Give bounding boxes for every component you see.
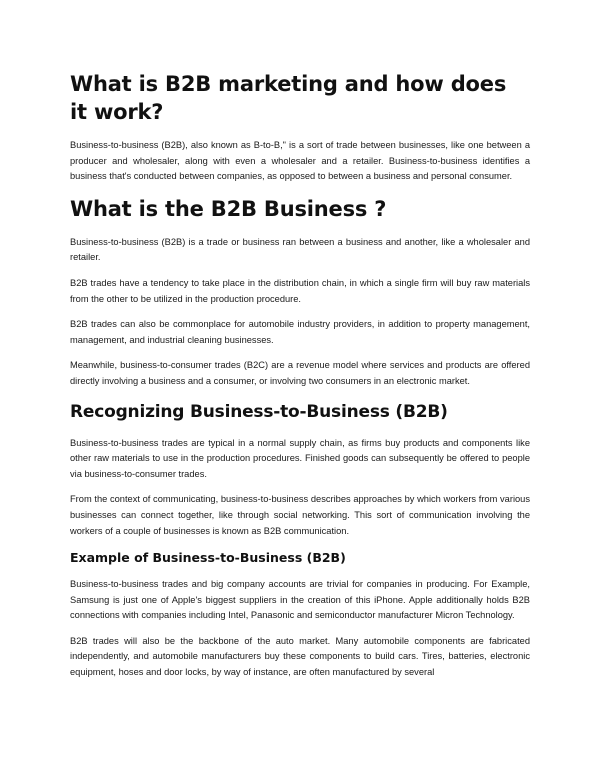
heading-example-of-b2b: Example of Business-to-Business (B2B) [70,550,346,566]
paragraph-b2b-communication: From the context of communicating, business-to-business describes approaches by which workers from various businesses can connect together, like through social networking. This sort of communication involving the workers of a couple of businesses is known as B2B communication. [70,494,530,536]
paragraph-distribution-chain: B2B trades have a tendency to take place in the distribution chain, in which a single firm will buy raw materials from the other to be utilized in the production procedure. [70,277,530,304]
heading-what-is-b2b-marketing: What is B2B marketing and how does it work? [70,72,507,124]
heading-recognizing-b2b: Recognizing Business-to-Business (B2B) [70,401,448,422]
paragraph-b2b-definition: Business-to-business (B2B), also known as B-to-B," is a sort of trade between businesses, like one between a producer and wholesaler, along with even a wholesaler and a retailer. Business-to-business identifies a business that's conducted between companies, as opposed to between a business and personal consumer. [70,140,530,182]
paragraph-b2b-trade: Business-to-business (B2B) is a trade or business ran between a business and another, like a wholesaler and retailer. [70,236,530,263]
paragraph-b2c-model: Meanwhile, business-to-consumer trades (B2C) are a revenue model where services and products are offered directly involving a business and a consumer, or involving two consumers in an electronic market. [70,360,530,386]
paragraph-auto-market: B2B trades will also be the backbone of the auto market. Many automobile components are fabricated independently, and automobile manufacturers buy these components to build cars. Tires, batteries, electronic equipment, hoses and door locks, by way of instance, are often manufactured by several [70,635,530,678]
paragraph-supply-chain: Business-to-business trades are typical in a normal supply chain, as firms buy products and components like other raw materials to use in the production procedures. Finished goods can subsequently be offered to people via business-to-consumer trades. [70,437,530,479]
heading-what-is-b2b-business: What is the B2B Business ? [70,196,387,221]
paragraph-automobile-providers: B2B trades can also be commonplace for automobile industry providers, in addition to property management, management, and industrial cleaning businesses. [70,319,530,345]
paragraph-samsung-apple-example: Business-to-business trades and big company accounts are trivial for companies in producing. For Example, Samsung is just one of Apple's biggest suppliers in the creation of this iPhone. Apple additionally holds B2B connections with companies including Intel, Panasonic and semiconductor manufacturer Micron Technology. [70,579,530,621]
